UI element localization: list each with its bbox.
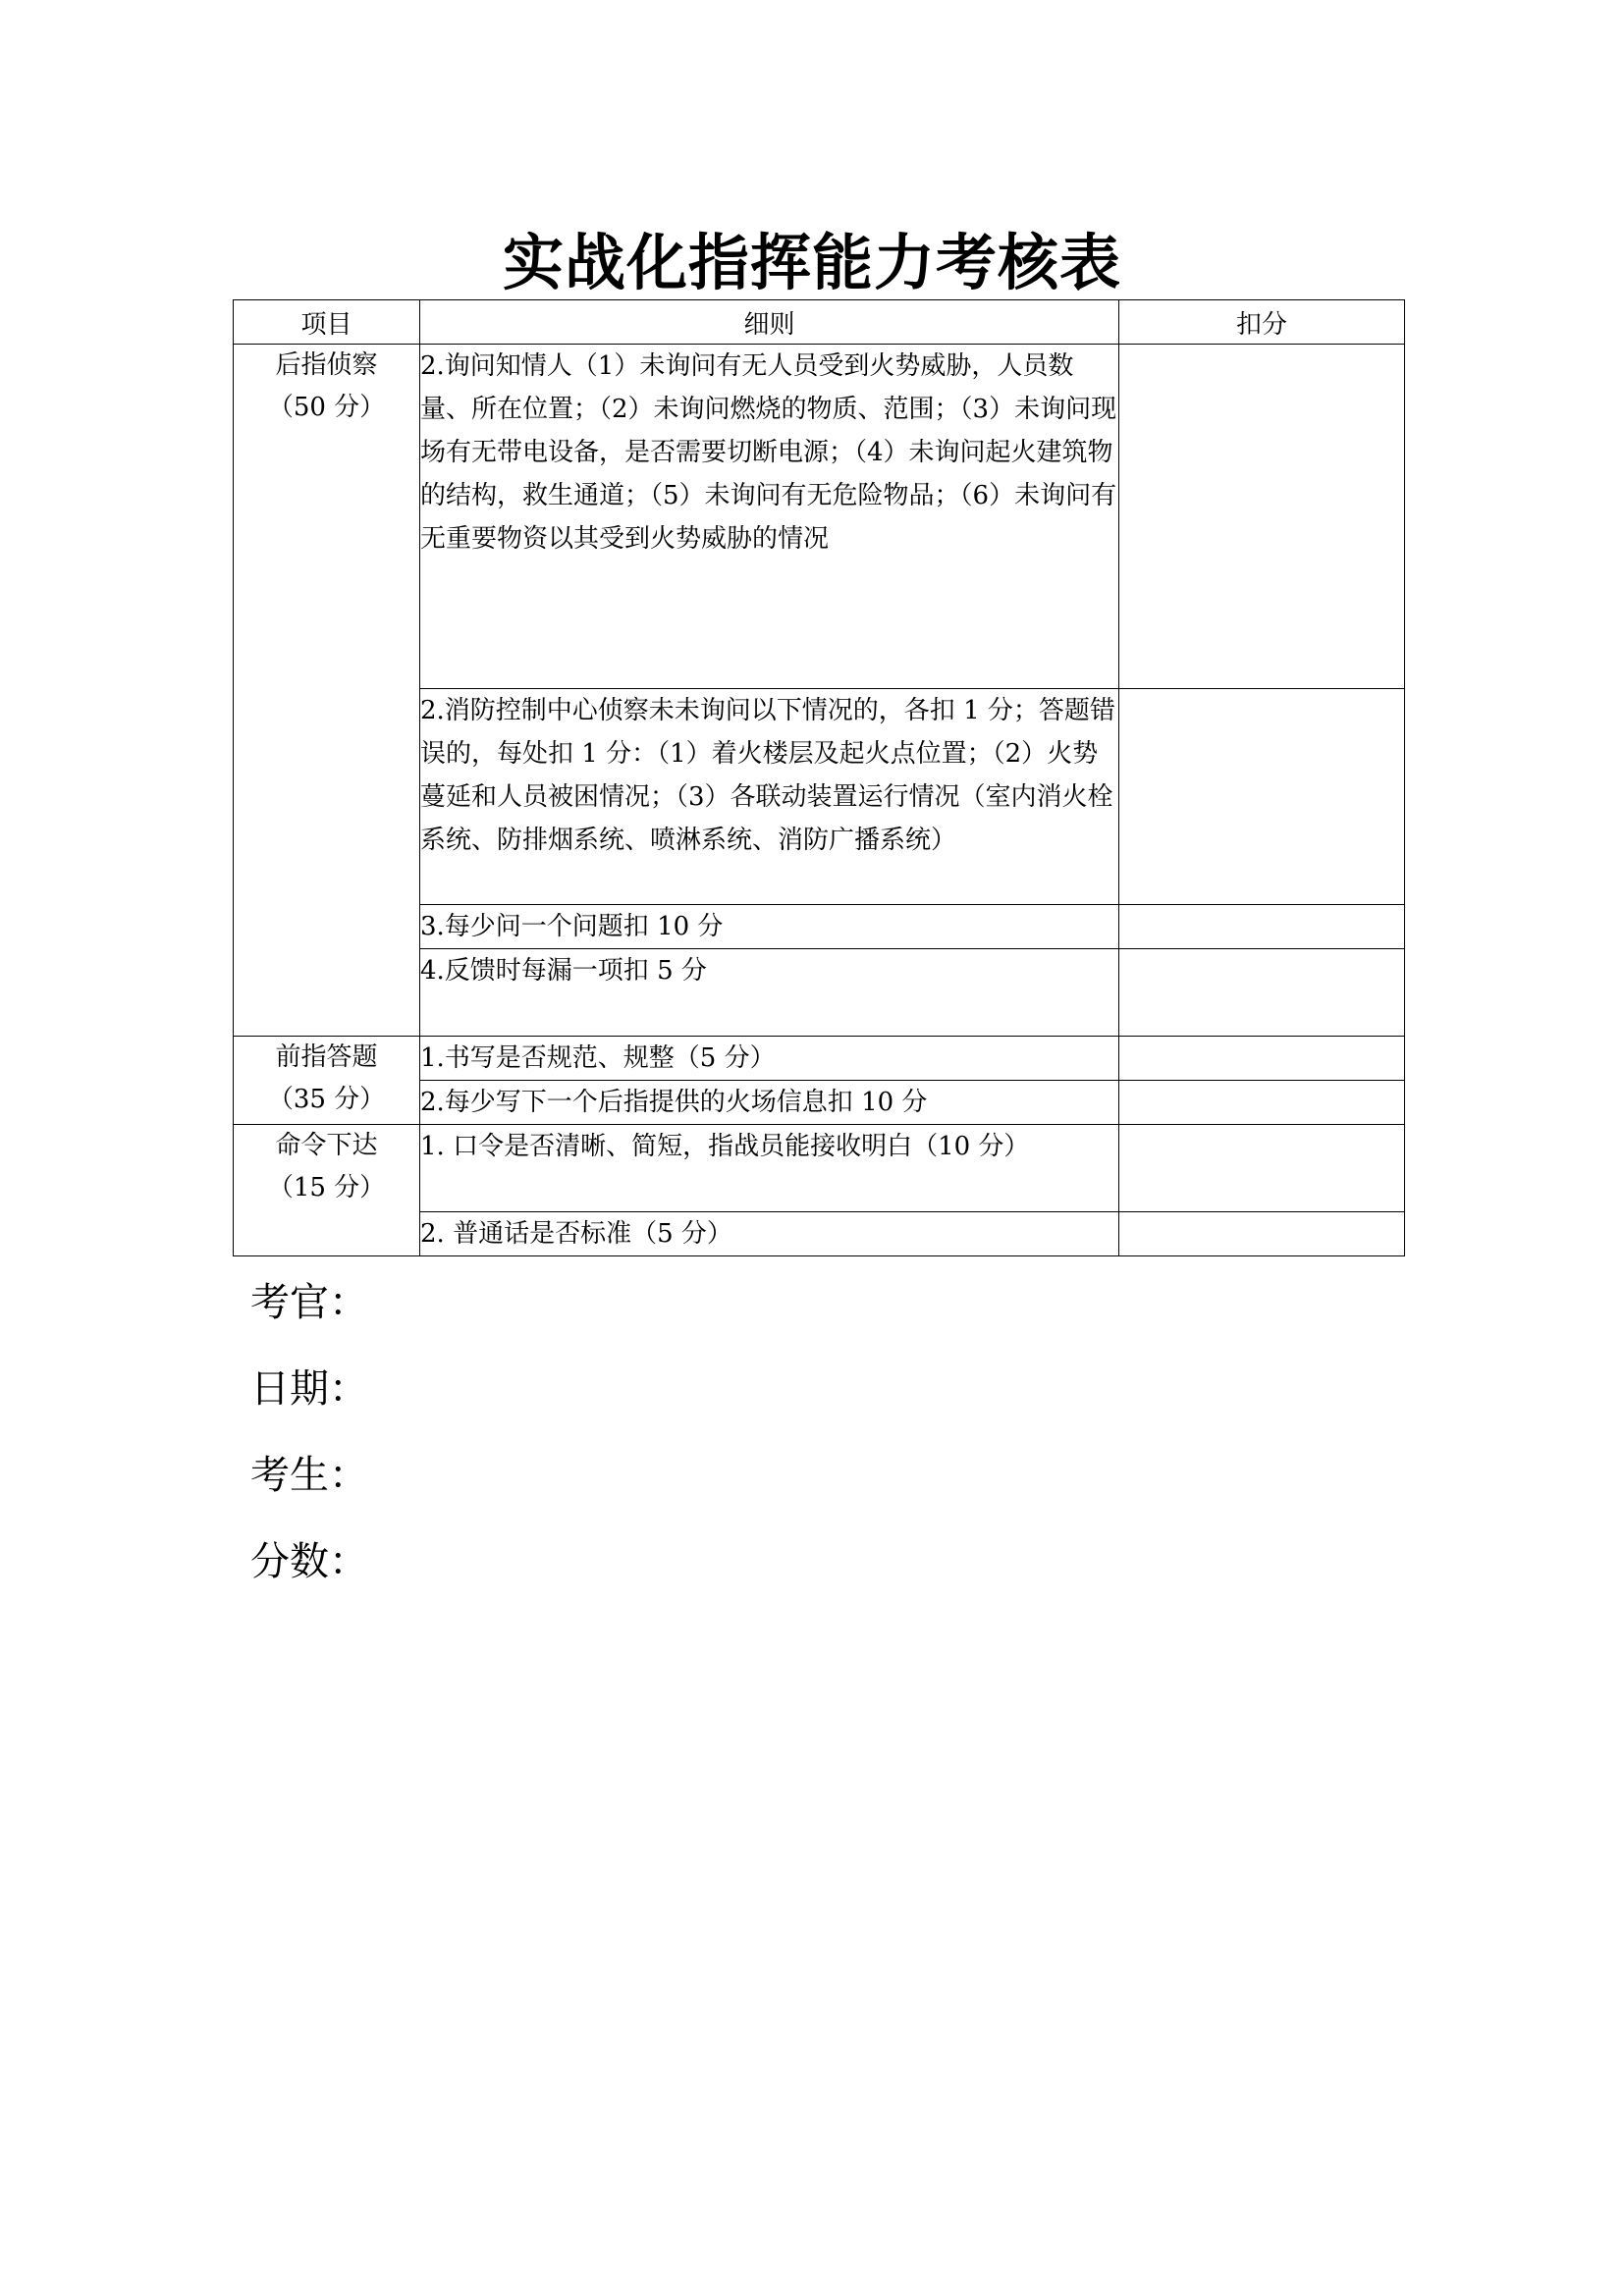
deduction-cell[interactable] [1119, 949, 1405, 1037]
detail-cell: 2. 普通话是否标准（5 分） [420, 1212, 1119, 1256]
section-item-points: （15 分） [267, 1173, 386, 1202]
section-item-command [234, 1125, 420, 1256]
assessment-table [233, 299, 1405, 1256]
table-row [234, 1037, 1405, 1081]
score-label: 分数： [250, 1539, 368, 1584]
section-item-name: 前指答题 [275, 1042, 378, 1072]
section-item-name: 后指侦察 [275, 350, 378, 380]
detail-cell: 2.每少写下一个后指提供的火场信息扣 10 分 [420, 1081, 1119, 1125]
header-item: 项目 [234, 300, 420, 345]
section-item-points: （35 分） [267, 1085, 386, 1114]
examiner-label: 考官： [250, 1280, 368, 1325]
section-item-name: 命令下达 [275, 1131, 378, 1160]
deduction-cell[interactable] [1119, 905, 1405, 949]
deduction-cell[interactable] [1119, 1081, 1405, 1125]
detail-cell: 2.消防控制中心侦察未未询问以下情况的，各扣 1 分；答题错误的，每处扣 1 分：（1）着火楼层及起火点位置；（2）火势蔓延和人员被困情况；（3）各联动装置运行情况（室内消火栓系统、防排烟系统、喷淋系统、消防广播系统） [420, 689, 1119, 905]
detail-cell: 1.书写是否规范、规整（5 分） [420, 1037, 1119, 1081]
date-label: 日期： [250, 1366, 368, 1412]
section-item-front-answer [234, 1037, 420, 1125]
header-deduction: 扣分 [1119, 300, 1405, 345]
detail-cell: 1. 口令是否清晰、简短，指战员能接收明白（10 分） [420, 1125, 1119, 1212]
detail-cell: 3.每少问一个问题扣 10 分 [420, 905, 1119, 949]
table-row [234, 1125, 1405, 1212]
section-item-points: （50 分） [267, 393, 386, 422]
section-item-rear-recon [234, 345, 420, 1037]
deduction-cell[interactable] [1119, 345, 1405, 689]
candidate-label: 考生： [250, 1453, 368, 1498]
deduction-cell[interactable] [1119, 1037, 1405, 1081]
table-row [234, 345, 1405, 689]
deduction-cell[interactable] [1119, 1125, 1405, 1212]
table-header-row [234, 300, 1405, 345]
deduction-cell[interactable] [1119, 689, 1405, 905]
detail-cell: 2.询问知情人（1）未询问有无人员受到火势威胁，人员数量、所在位置；（2）未询问燃烧的物质、范围；（3）未询问现场有无带电设备，是否需要切断电源；（4）未询问起火建筑物的结构，救生通道；（5）未询问有无危险物品；（6）未询问有无重要物资以其受到火势威胁的情况 [420, 345, 1119, 689]
header-detail: 细则 [420, 300, 1119, 345]
detail-cell: 4.反馈时每漏一项扣 5 分 [420, 949, 1119, 1037]
page-title: 实战化指挥能力考核表 [502, 227, 1121, 298]
deduction-cell[interactable] [1119, 1212, 1405, 1256]
